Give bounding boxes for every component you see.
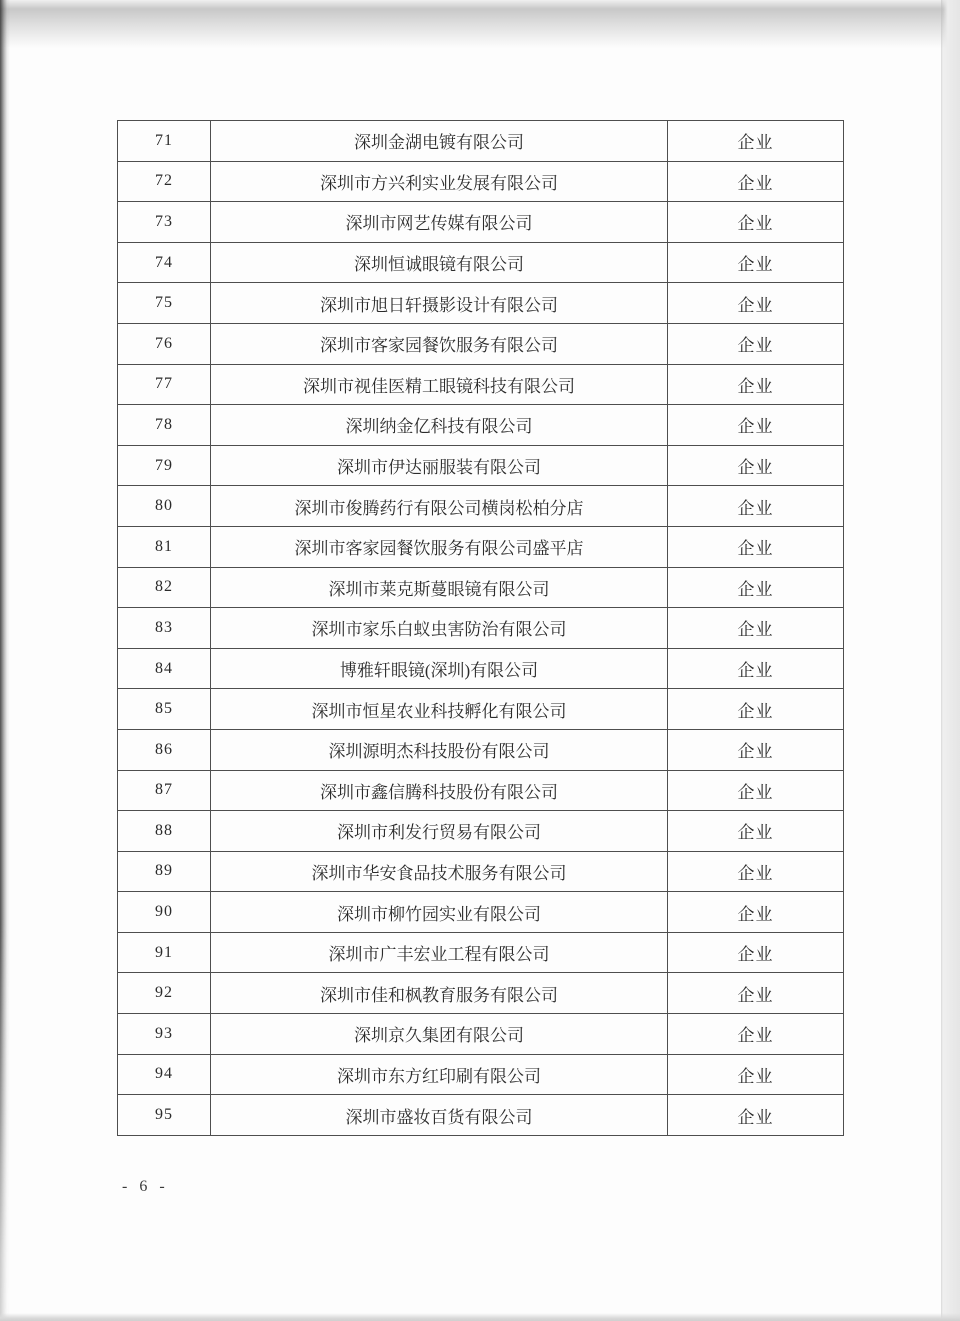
table-cell-number: 80 (118, 486, 211, 527)
scan-shadow-bottom (0, 1313, 960, 1321)
table-cell-number: 88 (118, 811, 211, 852)
table-cell-number: 73 (118, 202, 211, 243)
table-row (118, 526, 844, 567)
table-cell-type: 企业 (668, 1054, 844, 1095)
scan-shadow-right (941, 0, 960, 1321)
table-cell-company-name: 深圳市莱克斯蔓眼镜有限公司 (211, 567, 668, 608)
table-cell-number: 83 (118, 608, 211, 649)
table-cell-company-name: 深圳市鑫信腾科技股份有限公司 (211, 770, 668, 811)
table-cell-type: 企业 (668, 689, 844, 730)
table-row (118, 1095, 844, 1136)
company-table (117, 120, 844, 1136)
table-cell-company-name: 深圳市客家园餐饮服务有限公司 (211, 323, 668, 364)
table-cell-company-name: 深圳市视佳医精工眼镜科技有限公司 (211, 364, 668, 405)
table-row (118, 445, 844, 486)
table-row (118, 161, 844, 202)
table-cell-number: 75 (118, 283, 211, 324)
table-cell-company-name: 深圳市旭日轩摄影设计有限公司 (211, 283, 668, 324)
table-cell-company-name: 深圳市方兴利实业发展有限公司 (211, 161, 668, 202)
table-cell-company-name: 深圳市客家园餐饮服务有限公司盛平店 (211, 526, 668, 567)
table-cell-type: 企业 (668, 1095, 844, 1136)
table-row (118, 567, 844, 608)
table-cell-type: 企业 (668, 811, 844, 852)
table-cell-company-name: 深圳市利发行贸易有限公司 (211, 811, 668, 852)
table-cell-number: 82 (118, 567, 211, 608)
table-cell-type: 企业 (668, 405, 844, 446)
table-cell-type: 企业 (668, 242, 844, 283)
table-cell-number: 92 (118, 973, 211, 1014)
table-cell-number: 81 (118, 526, 211, 567)
table-cell-type: 企业 (668, 161, 844, 202)
table-cell-type: 企业 (668, 121, 844, 162)
table-cell-number: 76 (118, 323, 211, 364)
table-cell-company-name: 深圳市华安食品技术服务有限公司 (211, 851, 668, 892)
table-cell-number: 72 (118, 161, 211, 202)
table-cell-type: 企业 (668, 932, 844, 973)
table-row (118, 932, 844, 973)
table-cell-company-name: 深圳京久集团有限公司 (211, 1014, 668, 1055)
table-cell-number: 91 (118, 932, 211, 973)
scan-shadow-top (0, 0, 960, 48)
table-cell-number: 87 (118, 770, 211, 811)
table-cell-company-name: 深圳市恒星农业科技孵化有限公司 (211, 689, 668, 730)
table-row (118, 202, 844, 243)
table-cell-type: 企业 (668, 770, 844, 811)
table-cell-company-name: 深圳市柳竹园实业有限公司 (211, 892, 668, 933)
table-cell-company-name: 深圳市家乐白蚁虫害防治有限公司 (211, 608, 668, 649)
table-cell-number: 93 (118, 1014, 211, 1055)
table-cell-company-name: 深圳恒诚眼镜有限公司 (211, 242, 668, 283)
table-cell-company-name: 博雅轩眼镜(深圳)有限公司 (211, 648, 668, 689)
table-row (118, 486, 844, 527)
table-row (118, 973, 844, 1014)
table-row (118, 729, 844, 770)
table-cell-type: 企业 (668, 851, 844, 892)
table-row (118, 121, 844, 162)
table-body (118, 121, 844, 1136)
table-cell-number: 89 (118, 851, 211, 892)
table-cell-company-name: 深圳市盛妆百货有限公司 (211, 1095, 668, 1136)
table-cell-number: 95 (118, 1095, 211, 1136)
table-cell-number: 94 (118, 1054, 211, 1095)
table-row (118, 242, 844, 283)
table-cell-type: 企业 (668, 323, 844, 364)
table-cell-type: 企业 (668, 648, 844, 689)
table-row (118, 1054, 844, 1095)
table-cell-company-name: 深圳市俊腾药行有限公司横岗松柏分店 (211, 486, 668, 527)
table-row (118, 283, 844, 324)
page-number: - 6 - (122, 1178, 169, 1195)
table-cell-company-name: 深圳金湖电镀有限公司 (211, 121, 668, 162)
table-cell-number: 74 (118, 242, 211, 283)
table-cell-number: 85 (118, 689, 211, 730)
table-cell-company-name: 深圳市东方红印刷有限公司 (211, 1054, 668, 1095)
table-row (118, 811, 844, 852)
table-cell-number: 84 (118, 648, 211, 689)
table-cell-company-name: 深圳市佳和枫教育服务有限公司 (211, 973, 668, 1014)
table-row (118, 892, 844, 933)
table-row (118, 1014, 844, 1055)
table-cell-company-name: 深圳源明杰科技股份有限公司 (211, 729, 668, 770)
table-row (118, 770, 844, 811)
table-cell-type: 企业 (668, 729, 844, 770)
table-row (118, 364, 844, 405)
table-cell-type: 企业 (668, 608, 844, 649)
table-row (118, 648, 844, 689)
table-cell-number: 86 (118, 729, 211, 770)
table-cell-company-name: 深圳市伊达丽服装有限公司 (211, 445, 668, 486)
table-cell-type: 企业 (668, 364, 844, 405)
table-row (118, 405, 844, 446)
table-cell-type: 企业 (668, 526, 844, 567)
table-cell-type: 企业 (668, 486, 844, 527)
table-cell-number: 79 (118, 445, 211, 486)
table-row (118, 851, 844, 892)
table-cell-company-name: 深圳市网艺传媒有限公司 (211, 202, 668, 243)
table-cell-type: 企业 (668, 973, 844, 1014)
table-row (118, 689, 844, 730)
table-cell-number: 77 (118, 364, 211, 405)
table-cell-number: 90 (118, 892, 211, 933)
table-row (118, 608, 844, 649)
table-cell-company-name: 深圳纳金亿科技有限公司 (211, 405, 668, 446)
table-cell-type: 企业 (668, 445, 844, 486)
table-cell-number: 71 (118, 121, 211, 162)
table-cell-number: 78 (118, 405, 211, 446)
scan-shadow-left (0, 0, 10, 1321)
table-cell-type: 企业 (668, 892, 844, 933)
table-cell-company-name: 深圳市广丰宏业工程有限公司 (211, 932, 668, 973)
table-cell-type: 企业 (668, 202, 844, 243)
table-cell-type: 企业 (668, 283, 844, 324)
table-cell-type: 企业 (668, 1014, 844, 1055)
table-row (118, 323, 844, 364)
table-cell-type: 企业 (668, 567, 844, 608)
